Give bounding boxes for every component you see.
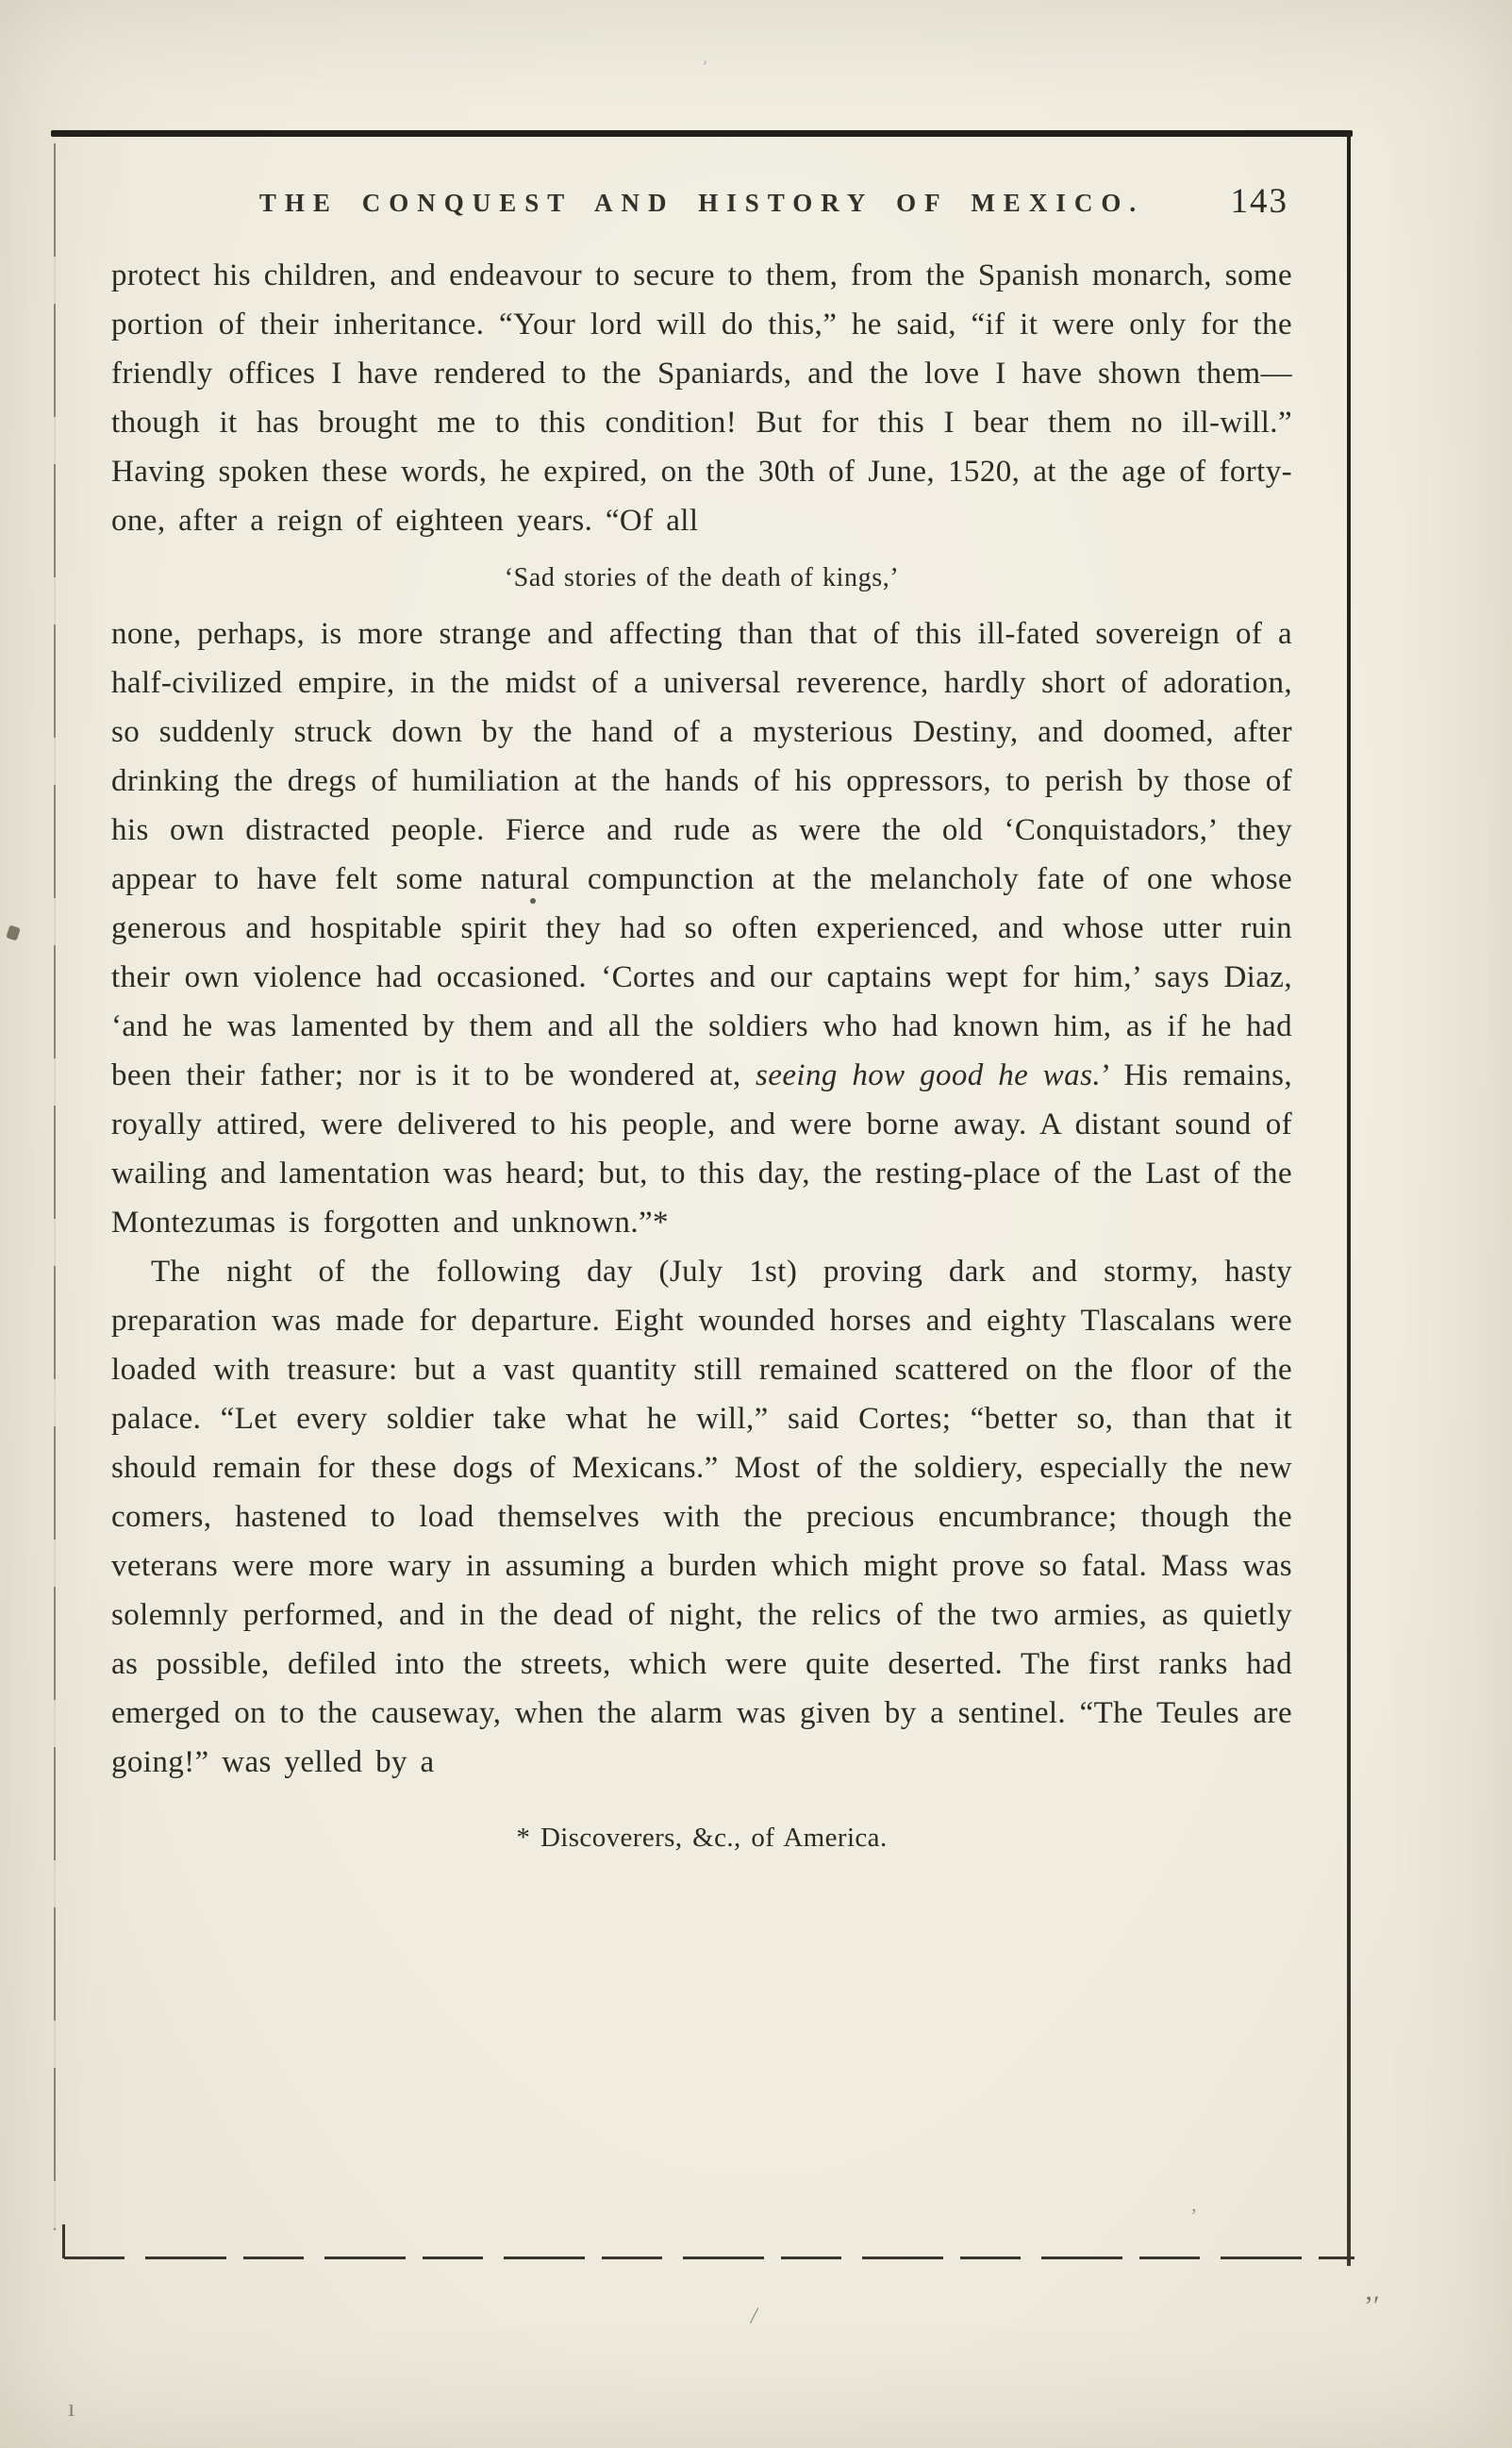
page-header: [111, 181, 1292, 230]
paragraph-2: [111, 609, 1292, 1247]
body-text: [111, 251, 1292, 1787]
page-border-left-stub: [62, 2224, 65, 2258]
verse-quote: ‘Sad stories of the death of kings,’: [504, 563, 900, 592]
paragraph-2-lead: none, perhaps, is more strange and affecting than that of this ill-fated sovereign of a half-civilized empire, in the midst of a universal reverence, hardly short of adoration, so suddenly struck down by the hand of a mysterious Destiny, and doomed, after drinking the dregs of humiliation at the hands of his oppressors, to perish by those of his own distracted people. Fierce and rude as were the old ‘Conquistadors,’ they appear to have felt some natural compunction at the melancholy fate of one whose generous and hospitable spirit they had so often experienced, and whose utter ruin their own violence had occasioned. ‘Cortes and our captains wept for him,’ says Diaz, ‘and he was lamented by them and all the soldiers who had known him, as if he had been their father; nor is it to be wondered at,: [111, 617, 1292, 1092]
page-border-left: [54, 143, 56, 2230]
paragraph-3: The night of the following day (July 1st) proving dark and stormy, hasty preparation was made for departure. Eight wounded horses and eighty Tlascalans were loaded with treasure: but a vast quantity still remained scattered on the floor of the palace. “Let every soldier take what he will,” said Cortes; “better so, than that it should remain for these dogs of Mexicans.” Most of the soldiery, especially the new comers, hastened to load themselves with the precious encumbrance; though the veterans were more wary in assuming a burden which might prove so fatal. Mass was solemnly performed, and in the dead of night, the relics of the two armies, as quietly as possible, defiled into the streets, which were quite deserted. The first ranks had emerged on to the causeway, when the alarm was given by a sentinel. “The Teules are going!” was yelled by a: [111, 1255, 1292, 1779]
scan-artifact: ’: [1190, 2204, 1198, 2227]
page-content: [111, 181, 1292, 1854]
page-border-right: [1347, 132, 1351, 2266]
scan-artifact: ’′: [1364, 2290, 1380, 2322]
page-border-top: [51, 130, 1353, 137]
scan-artifact: /: [749, 2301, 760, 2330]
paragraph-2-italic-phrase: seeing how good he was.: [756, 1058, 1101, 1092]
paragraph-2-tail: ’ His remains, royally attired, were delivered to his people, and were borne away. A distant sound of wailing and lamentation was heard; but, to this day, the resting-place of the Last of the Montezumas is forgotten and unknown.”*: [111, 1058, 1292, 1240]
page-border-bottom: [64, 2256, 1354, 2259]
running-title: THE CONQUEST AND HISTORY OF MEXICO.: [258, 189, 1145, 217]
page-number: 143: [1230, 182, 1288, 221]
scan-artifact: ı: [68, 2394, 75, 2422]
scan-artifact: ʾ: [697, 56, 710, 81]
footnote: * Discoverers, &c., of America.: [516, 1823, 888, 1853]
paragraph-1: protect his children, and endeavour to secure to them, from the Spanish monarch, some portion of their inheritance. “Your lord will do this,” he said, “if it were only for the friendly offices I have rendered to the Spaniards, and the love I have shown them—though it has brought me to this condition! But for this I bear them no ill-will.” Having spoken these words, he expired, on the 30th of June, 1520, at the age of forty-one, after a reign of eighteen years. “Of all: [111, 258, 1292, 538]
scan-artifact: [6, 924, 21, 941]
